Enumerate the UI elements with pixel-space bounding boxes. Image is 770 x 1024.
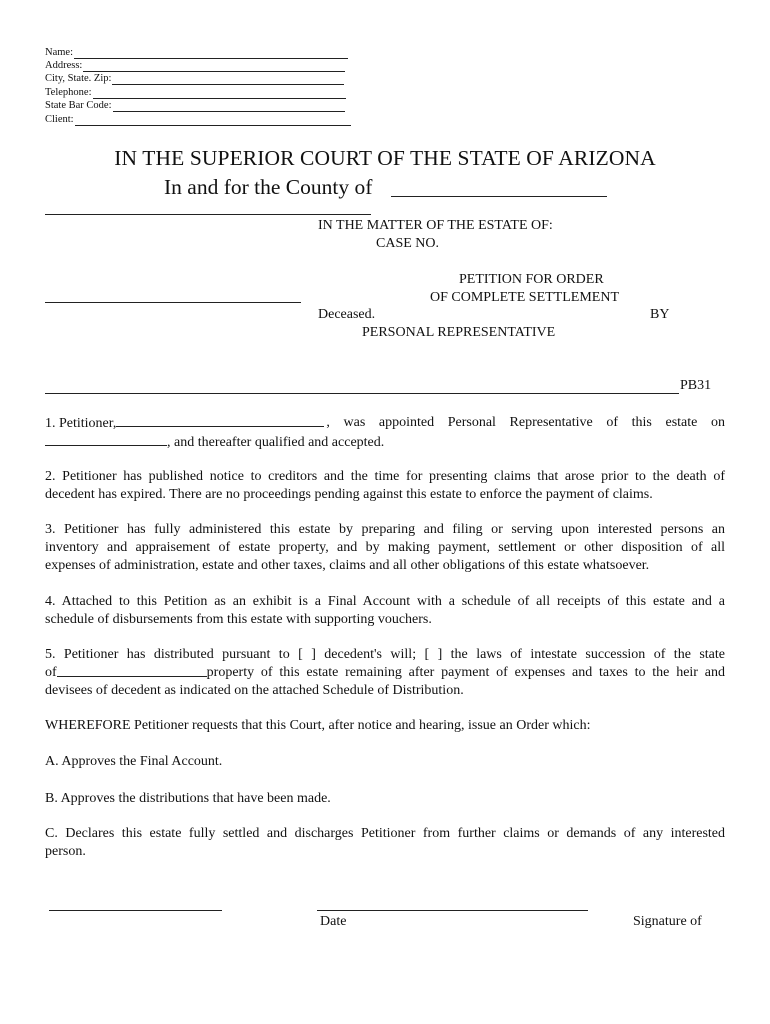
date-signature-line[interactable] [317, 910, 588, 911]
p2-line-1: 2. Petitioner has published notice to creditors and the time for presenting claims that arose prior to the death of [45, 469, 725, 484]
city-label: City, State. Zip: [45, 73, 112, 84]
wherefore-clause [45, 717, 725, 735]
bar-code-line[interactable] [113, 101, 345, 112]
client-label: Client: [45, 114, 74, 125]
p3-line-2: inventory and appraisement of estate property, and by making payment, settlement or other disposition of all [45, 540, 725, 555]
p3-line-3: expenses of administration, estate and other taxes, claims and all other obligations of this estate whatsoever. [45, 558, 650, 573]
telephone-label: Telephone: [45, 87, 92, 98]
appointment-date-line[interactable] [45, 433, 167, 446]
order-item-a [45, 753, 725, 771]
paragraph-3 [45, 521, 725, 575]
paragraph-5 [45, 646, 725, 700]
attorney-telephone-field[interactable] [45, 86, 346, 99]
county-label: In and for the County of [164, 175, 373, 199]
p2-line-2: decedent has expired. There are no proceedings pending against this estate to enforce the payment of claims. [45, 487, 653, 502]
petition-title-1: PETITION FOR ORDER [459, 272, 604, 287]
attorney-address-field[interactable] [45, 59, 345, 72]
attorney-name-field[interactable] [45, 46, 348, 59]
attorney-bar-code-field[interactable] [45, 99, 345, 112]
caption-bottom-rule [45, 393, 679, 394]
petitioner-name-line[interactable] [116, 414, 324, 427]
paragraph-2 [45, 468, 725, 504]
order-item-b [45, 790, 725, 808]
p5-text-of: of [45, 665, 57, 680]
p5-line-1: 5. Petitioner has distributed pursuant to [ ] decedent's will; [ ] the laws of intestate succession of the state [45, 647, 725, 662]
client-line[interactable] [75, 115, 351, 126]
item-c-line-2: person. [45, 844, 86, 859]
name-label: Name: [45, 47, 73, 58]
petition-title-2: OF COMPLETE SETTLEMENT [430, 290, 619, 305]
item-b-text: B. Approves the distributions that have been made. [45, 791, 331, 806]
attorney-client-field[interactable] [45, 113, 351, 126]
left-signature-line[interactable] [49, 910, 222, 911]
decedent-name-line[interactable] [45, 302, 301, 303]
state-name-line[interactable] [57, 664, 207, 677]
p4-line-2: schedule of disbursements from this estate with supporting vouchers. [45, 612, 432, 627]
signature-label: Signature of [633, 914, 702, 929]
address-label: Address: [45, 60, 83, 71]
telephone-line[interactable] [93, 88, 346, 99]
p4-line-1: 4. Attached to this Petition as an exhibit is a Final Account with a schedule of all receipts of this estate and a [45, 594, 725, 609]
by-label: BY [650, 307, 670, 322]
city-line[interactable] [112, 74, 344, 85]
county-input-line[interactable] [391, 196, 607, 197]
p3-line-1: 3. Petitioner has fully administered this estate by preparing and filing or serving upon interested persons an [45, 522, 725, 537]
item-a-text: A. Approves the Final Account. [45, 754, 223, 769]
date-label: Date [320, 914, 347, 929]
address-line[interactable] [83, 61, 345, 72]
caption-top-rule [45, 214, 371, 215]
item-c-line-1: C. Declares this estate fully settled and discharges Petitioner from further claims or demands of any interested [45, 826, 725, 841]
p5-line-3: devisees of decedent as indicated on the attached Schedule of Distribution. [45, 683, 464, 698]
deceased-label: Deceased. [318, 307, 376, 322]
name-line[interactable] [74, 48, 348, 59]
p1-text-a: 1. Petitioner, [45, 416, 117, 431]
personal-rep-label: PERSONAL REPRESENTATIVE [362, 325, 556, 340]
p1-text-c: , and thereafter qualified and accepted. [167, 435, 385, 450]
p1-text-b: , was appointed Personal Representative of this estate on [326, 415, 725, 430]
attorney-city-field[interactable] [45, 72, 344, 85]
p5-line-2: property of this estate remaining after payment of expenses and taxes to the heir and [206, 665, 725, 680]
paragraph-4 [45, 593, 725, 629]
case-no-label: CASE NO. [376, 236, 440, 251]
wherefore-text: WHEREFORE Petitioner requests that this Court, after notice and hearing, issue an Order which: [45, 718, 591, 733]
matter-label: IN THE MATTER OF THE ESTATE OF: [318, 218, 553, 233]
bar-code-label: State Bar Code: [45, 100, 112, 111]
paragraph-1 [45, 414, 725, 452]
court-title: IN THE SUPERIOR COURT OF THE STATE OF ARIZONA [114, 146, 656, 170]
form-code: PB31 [680, 378, 712, 393]
order-item-c [45, 825, 725, 861]
